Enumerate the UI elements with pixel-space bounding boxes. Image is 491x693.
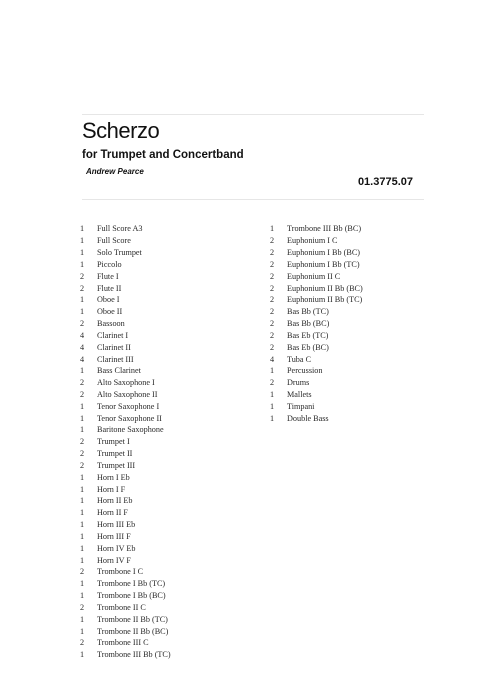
part-row	[80, 602, 171, 614]
part-quantity: 1	[80, 472, 85, 482]
part-quantity: 1	[80, 543, 85, 553]
part-name: Horn I Eb	[97, 472, 130, 482]
part-name: Mallets	[287, 390, 312, 399]
part-row	[80, 389, 171, 401]
part-quantity: 2	[270, 271, 275, 281]
part-row	[270, 247, 363, 259]
part-row	[270, 389, 363, 401]
part-row	[80, 483, 171, 495]
part-quantity: 1	[270, 413, 275, 423]
part-row	[270, 377, 363, 389]
part-row	[270, 270, 363, 282]
part-name: Trombone III Bb (BC)	[287, 224, 362, 234]
part-name: Horn I F	[97, 484, 126, 494]
part-row	[80, 519, 171, 531]
part-name: Clarinet III	[97, 354, 134, 364]
part-quantity: 1	[80, 366, 85, 376]
part-name: Trumpet II	[97, 449, 133, 459]
part-row	[80, 365, 171, 377]
part-name: Horn IV Eb	[97, 543, 136, 553]
part-row	[80, 649, 171, 661]
part-name: Full Score A3	[97, 224, 143, 234]
composer-name: Andrew Pearce	[86, 167, 144, 176]
part-quantity: 2	[270, 248, 275, 258]
part-quantity: 2	[80, 283, 85, 293]
part-name: Double Bass	[287, 413, 329, 423]
part-quantity: 1	[270, 390, 275, 399]
part-row	[80, 400, 171, 412]
part-row	[270, 341, 363, 353]
part-quantity: 1	[270, 366, 275, 376]
part-quantity: 4	[80, 354, 85, 364]
part-row	[80, 294, 171, 306]
part-quantity: 2	[80, 638, 85, 648]
part-row	[270, 223, 363, 235]
part-row	[80, 448, 171, 460]
part-quantity: 2	[80, 460, 85, 470]
part-row	[80, 507, 171, 519]
part-quantity: 2	[80, 390, 85, 399]
part-row	[80, 637, 171, 649]
part-quantity: 1	[80, 484, 85, 494]
part-name: Alto Saxophone II	[97, 390, 158, 399]
part-name: Bas Eb (TC)	[287, 330, 329, 340]
part-row	[270, 353, 363, 365]
part-row	[80, 531, 171, 543]
part-name: Bassoon	[97, 319, 125, 329]
part-quantity: 2	[80, 271, 85, 281]
part-quantity: 1	[80, 224, 85, 234]
part-name: Trombone I C	[97, 567, 144, 577]
part-row	[270, 329, 363, 341]
part-quantity: 2	[270, 259, 275, 269]
part-name: Flute II	[97, 283, 122, 293]
part-row	[80, 247, 171, 259]
part-name: Piccolo	[97, 259, 122, 269]
part-row	[80, 613, 171, 625]
part-quantity: 1	[80, 650, 85, 660]
part-quantity: 1	[80, 307, 85, 317]
part-row	[80, 318, 171, 330]
part-quantity: 2	[80, 602, 85, 612]
part-name: Drums	[287, 378, 310, 388]
part-row	[270, 258, 363, 270]
subtitle: for Trumpet and Concertband	[82, 149, 244, 161]
part-quantity: 2	[270, 236, 275, 246]
part-name: Horn III Eb	[97, 520, 136, 530]
part-name: Oboe I	[97, 295, 120, 305]
part-name: Euphonium I C	[287, 236, 338, 246]
part-row	[80, 424, 171, 436]
part-name: Tenor Saxophone I	[97, 401, 160, 411]
part-quantity: 2	[80, 437, 85, 447]
part-quantity: 2	[80, 319, 85, 329]
part-row	[80, 471, 171, 483]
part-quantity: 1	[80, 614, 85, 624]
part-row	[80, 306, 171, 318]
part-quantity: 1	[80, 591, 85, 601]
part-quantity: 1	[80, 236, 85, 246]
part-quantity: 1	[80, 259, 85, 269]
part-quantity: 2	[80, 449, 85, 459]
part-name: Baritone Saxophone	[97, 425, 164, 435]
part-quantity: 2	[270, 319, 275, 329]
part-name: Bas Eb (BC)	[287, 342, 329, 352]
page-title: Scherzo	[82, 118, 160, 143]
part-row	[80, 566, 171, 578]
part-quantity: 2	[80, 378, 85, 388]
part-name: Flute I	[97, 271, 119, 281]
part-name: Horn IV F	[97, 555, 131, 565]
part-quantity: 1	[270, 401, 275, 411]
part-name: Horn II Eb	[97, 496, 133, 506]
part-row	[270, 282, 363, 294]
part-quantity: 2	[270, 378, 275, 388]
part-quantity: 1	[80, 579, 85, 589]
part-name: Bas Bb (BC)	[287, 319, 330, 329]
part-row	[80, 412, 171, 424]
part-name: Timpani	[287, 401, 315, 411]
part-row	[80, 554, 171, 566]
part-name: Bas Bb (TC)	[287, 307, 329, 317]
part-quantity: 1	[270, 224, 275, 234]
part-row	[270, 235, 363, 247]
part-row	[80, 436, 171, 448]
part-name: Trombone III Bb (TC)	[97, 650, 171, 660]
catalog-number: 01.3775.07	[357, 176, 413, 188]
part-name: Euphonium II Bb (TC)	[287, 295, 363, 305]
part-row	[270, 365, 363, 377]
part-quantity: 1	[80, 531, 85, 541]
part-name: Euphonium II C	[287, 271, 341, 281]
part-name: Full Score	[97, 236, 131, 246]
part-quantity: 2	[270, 295, 275, 305]
part-row	[80, 377, 171, 389]
part-quantity: 1	[80, 626, 85, 636]
part-quantity: 4	[80, 342, 85, 352]
part-name: Trombone II Bb (BC)	[97, 626, 169, 636]
part-name: Horn III F	[97, 531, 131, 541]
parts-list-left	[80, 223, 171, 661]
part-quantity: 4	[80, 330, 85, 340]
part-name: Clarinet I	[97, 330, 129, 340]
part-row	[80, 329, 171, 341]
parts-list-right	[270, 223, 363, 424]
part-name: Trombone II C	[97, 602, 146, 612]
part-quantity: 1	[80, 401, 85, 411]
part-quantity: 1	[80, 295, 85, 305]
part-row	[80, 341, 171, 353]
header-bottom-rule	[82, 199, 424, 200]
part-name: Trombone II Bb (TC)	[97, 614, 168, 624]
top-rule	[82, 114, 424, 115]
part-row	[270, 400, 363, 412]
part-row	[80, 223, 171, 235]
part-quantity: 4	[270, 354, 275, 364]
part-name: Horn II F	[97, 508, 128, 518]
part-row	[270, 412, 363, 424]
part-name: Solo Trumpet	[97, 248, 142, 258]
part-quantity: 2	[270, 307, 275, 317]
part-name: Percussion	[287, 366, 323, 376]
part-name: Alto Saxophone I	[97, 378, 155, 388]
part-row	[80, 578, 171, 590]
part-row	[270, 318, 363, 330]
part-quantity: 1	[80, 496, 85, 506]
part-name: Tuba C	[287, 354, 312, 364]
part-name: Trombone I Bb (TC)	[97, 579, 166, 589]
part-name: Euphonium II Bb (BC)	[287, 283, 363, 293]
part-row	[80, 625, 171, 637]
part-name: Trumpet III	[97, 460, 136, 470]
part-row	[80, 353, 171, 365]
part-quantity: 1	[80, 413, 85, 423]
part-row	[270, 294, 363, 306]
part-name: Clarinet II	[97, 342, 131, 352]
part-quantity: 1	[80, 425, 85, 435]
part-row	[80, 590, 171, 602]
part-row	[80, 460, 171, 472]
part-name: Bass Clarinet	[97, 366, 141, 376]
part-name: Euphonium I Bb (TC)	[287, 259, 360, 269]
part-quantity: 2	[270, 342, 275, 352]
part-quantity: 1	[80, 248, 85, 258]
part-row	[80, 258, 171, 270]
part-name: Trumpet I	[97, 437, 130, 447]
part-quantity: 1	[80, 555, 85, 565]
part-quantity: 1	[80, 520, 85, 530]
part-quantity: 2	[270, 330, 275, 340]
part-row	[80, 542, 171, 554]
part-quantity: 2	[80, 567, 85, 577]
part-name: Trombone III C	[97, 638, 149, 648]
part-row	[270, 306, 363, 318]
part-quantity: 1	[80, 508, 85, 518]
part-row	[80, 270, 171, 282]
part-row	[80, 282, 171, 294]
part-name: Tenor Saxophone II	[97, 413, 162, 423]
part-row	[80, 495, 171, 507]
part-quantity: 2	[270, 283, 275, 293]
part-name: Euphonium I Bb (BC)	[287, 248, 361, 258]
part-name: Oboe II	[97, 307, 123, 317]
part-row	[80, 235, 171, 247]
part-name: Trombone I Bb (BC)	[97, 591, 166, 601]
